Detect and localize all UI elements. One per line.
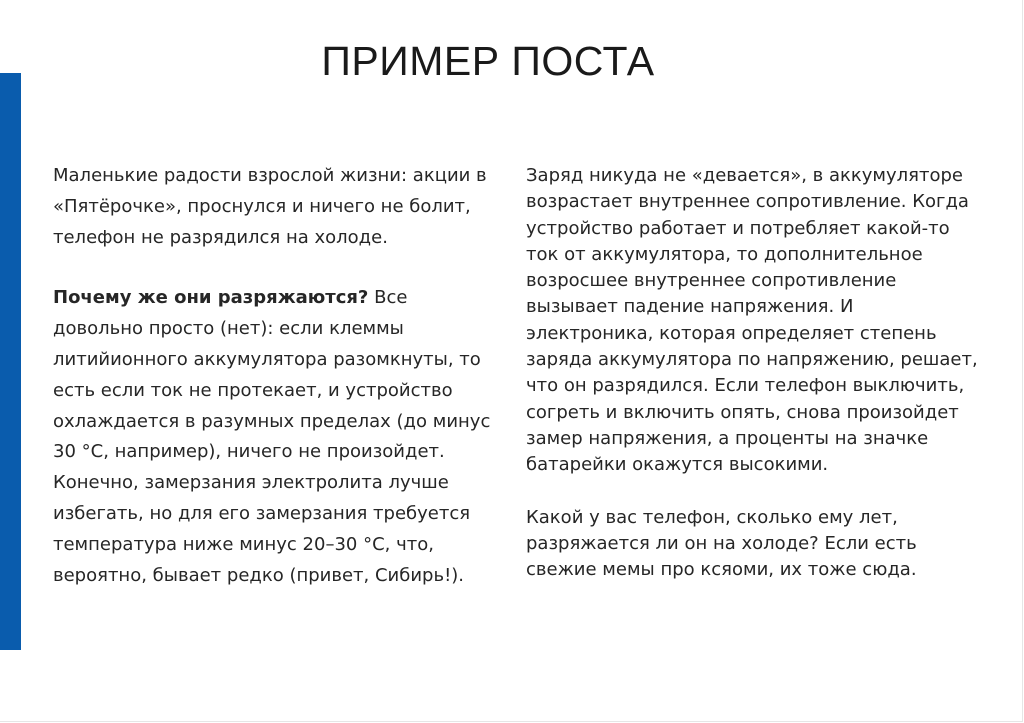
call-to-action-paragraph: Какой у вас телефон, сколько ему лет, разряжается ли он на холоде? Если есть свежие мемы про ксяоми, их тоже сюда.: [526, 506, 917, 581]
intro-paragraph: Маленькие радости взрослой жизни: акции в «Пятёрочке», проснулся и ничего не болит, телефон не разрядился на холоде.: [53, 165, 487, 248]
question-heading: Почему же они разряжаются?: [53, 287, 369, 309]
left-text-column: [53, 161, 503, 591]
right-text-column: [526, 163, 981, 583]
question-paragraph: [53, 283, 503, 591]
accent-bar: [0, 73, 21, 650]
explanation-paragraph: Заряд никуда не «девается», в аккумуляторе возрастает внутреннее сопротивление. Когда устройство работает и потребляет какой-то ток от аккумулятора, то дополнительное возросшее внутреннее сопротивление вызывает падение напряжения. И электроника, которая определяет степень заряда аккумулятора по напряжению, решает, что он разрядился. Если телефон выключить, согреть и включить опять, снова произойдет замер напряжения, а проценты на значке батарейки окажутся высокими.: [526, 165, 978, 476]
slide-title: ПРИМЕР ПОСТА: [321, 38, 655, 84]
answer-text: Все довольно просто (нет): если клеммы литийионного аккумулятора разомкнуты, то есть если ток не протекает, и устройство охлаждается в разумных пределах (до минус 30 °С, например), ничего не произойдет. Конечно, замерзания электролита лучше избегать, но для его замерзания требуется температура ниже минус 20–30 °С, что, вероятно, бывает редко (привет, Сибирь!).: [53, 287, 491, 586]
